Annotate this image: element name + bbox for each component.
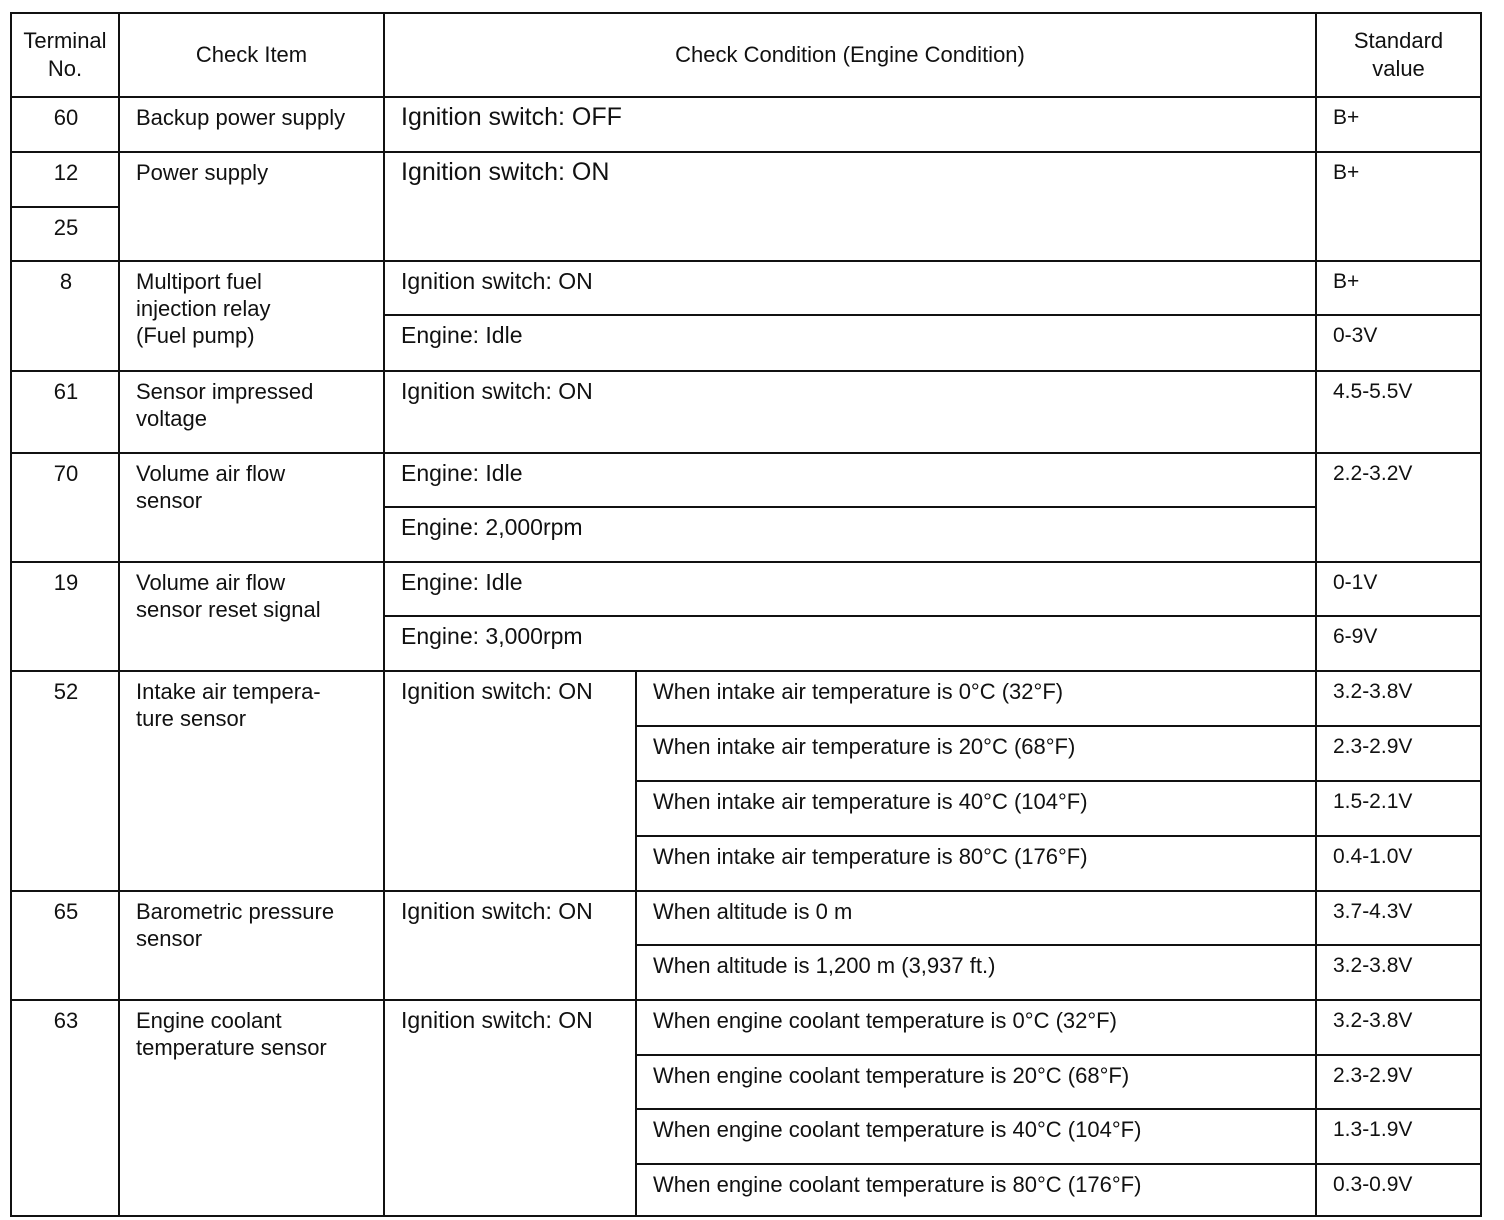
condition-cell: Engine: 2,000rpm — [384, 507, 1316, 562]
terminal-cell: 70 — [11, 453, 119, 562]
terminal-cell: 63 — [11, 1000, 119, 1216]
standard-value-cell: 1.5-2.1V — [1316, 781, 1481, 836]
condition-cell: Engine: Idle — [384, 315, 1316, 371]
standard-value-cell: 0.3-0.9V — [1316, 1164, 1481, 1216]
terminal-cell: 19 — [11, 562, 119, 671]
terminal-cell: 65 — [11, 891, 119, 1000]
sub-condition-cell: When engine coolant temperature is 20°C (68°F) — [636, 1055, 1316, 1109]
header-standard-value: Standard value — [1316, 13, 1481, 97]
check-item-cell: Multiport fuel injection relay (Fuel pump) — [119, 261, 384, 371]
ecu-terminal-check-table — [10, 12, 1482, 1217]
condition-cell: Ignition switch: ON — [384, 1000, 636, 1216]
standard-value-cell: B+ — [1316, 261, 1481, 315]
terminal-cell: 60 — [11, 97, 119, 152]
standard-value-cell: 0.4-1.0V — [1316, 836, 1481, 891]
table-row — [11, 562, 1481, 616]
terminal-cell: 12 — [11, 152, 119, 207]
standard-value-cell: 3.2-3.8V — [1316, 671, 1481, 726]
header-check-condition: Check Condition (Engine Condition) — [384, 13, 1316, 97]
sub-condition-cell: When engine coolant temperature is 0°C (32°F) — [636, 1000, 1316, 1055]
header-check-item: Check Item — [119, 13, 384, 97]
table-row — [11, 891, 1481, 945]
standard-value-cell: B+ — [1316, 97, 1481, 152]
condition-cell: Ignition switch: ON — [384, 671, 636, 891]
table-row — [11, 453, 1481, 507]
condition-cell: Engine: 3,000rpm — [384, 616, 1316, 671]
table-row — [11, 1000, 1481, 1055]
sub-condition-cell: When altitude is 0 m — [636, 891, 1316, 945]
condition-cell: Ignition switch: OFF — [384, 97, 1316, 152]
standard-value-cell: 6-9V — [1316, 616, 1481, 671]
table-row — [11, 261, 1481, 315]
check-item-cell: Sensor impressed voltage — [119, 371, 384, 453]
sub-condition-cell: When intake air temperature is 20°C (68°F) — [636, 726, 1316, 781]
condition-cell: Engine: Idle — [384, 562, 1316, 616]
standard-value-cell: 3.7-4.3V — [1316, 891, 1481, 945]
table-row — [11, 371, 1481, 453]
sub-condition-cell: When engine coolant temperature is 80°C (176°F) — [636, 1164, 1316, 1216]
standard-value-cell: 1.3-1.9V — [1316, 1109, 1481, 1164]
header-terminal-no: Terminal No. — [11, 13, 119, 97]
check-item-cell: Power supply — [119, 152, 384, 261]
standard-value-cell: 4.5-5.5V — [1316, 371, 1481, 453]
standard-value-cell: B+ — [1316, 152, 1481, 261]
standard-value-cell: 0-3V — [1316, 315, 1481, 371]
terminal-cell: 52 — [11, 671, 119, 891]
check-item-cell: Backup power supply — [119, 97, 384, 152]
sub-condition-cell: When altitude is 1,200 m (3,937 ft.) — [636, 945, 1316, 1000]
sub-condition-cell: When engine coolant temperature is 40°C (104°F) — [636, 1109, 1316, 1164]
condition-cell: Engine: Idle — [384, 453, 1316, 507]
standard-value-cell: 2.2-3.2V — [1316, 453, 1481, 562]
standard-value-cell: 2.3-2.9V — [1316, 1055, 1481, 1109]
terminal-cell: 25 — [11, 207, 119, 261]
check-item-cell: Volume air flow sensor reset signal — [119, 562, 384, 671]
standard-value-cell: 0-1V — [1316, 562, 1481, 616]
check-item-cell: Barometric pressure sensor — [119, 891, 384, 1000]
table-row — [11, 97, 1481, 152]
terminal-cell: 61 — [11, 371, 119, 453]
condition-cell: Ignition switch: ON — [384, 891, 636, 1000]
sub-condition-cell: When intake air temperature is 80°C (176°F) — [636, 836, 1316, 891]
condition-cell: Ignition switch: ON — [384, 371, 1316, 453]
standard-value-cell: 3.2-3.8V — [1316, 1000, 1481, 1055]
condition-cell: Ignition switch: ON — [384, 261, 1316, 315]
check-item-cell: Intake air tempera- ture sensor — [119, 671, 384, 891]
sub-condition-cell: When intake air temperature is 0°C (32°F) — [636, 671, 1316, 726]
check-item-cell: Volume air flow sensor — [119, 453, 384, 562]
standard-value-cell: 2.3-2.9V — [1316, 726, 1481, 781]
table-row — [11, 152, 1481, 207]
table-row — [11, 671, 1481, 726]
sub-condition-cell: When intake air temperature is 40°C (104°F) — [636, 781, 1316, 836]
terminal-cell: 8 — [11, 261, 119, 371]
condition-cell: Ignition switch: ON — [384, 152, 1316, 261]
standard-value-cell: 3.2-3.8V — [1316, 945, 1481, 1000]
check-item-cell: Engine coolant temperature sensor — [119, 1000, 384, 1216]
table-header-row — [11, 13, 1481, 97]
spec-table-container — [10, 12, 1482, 1217]
